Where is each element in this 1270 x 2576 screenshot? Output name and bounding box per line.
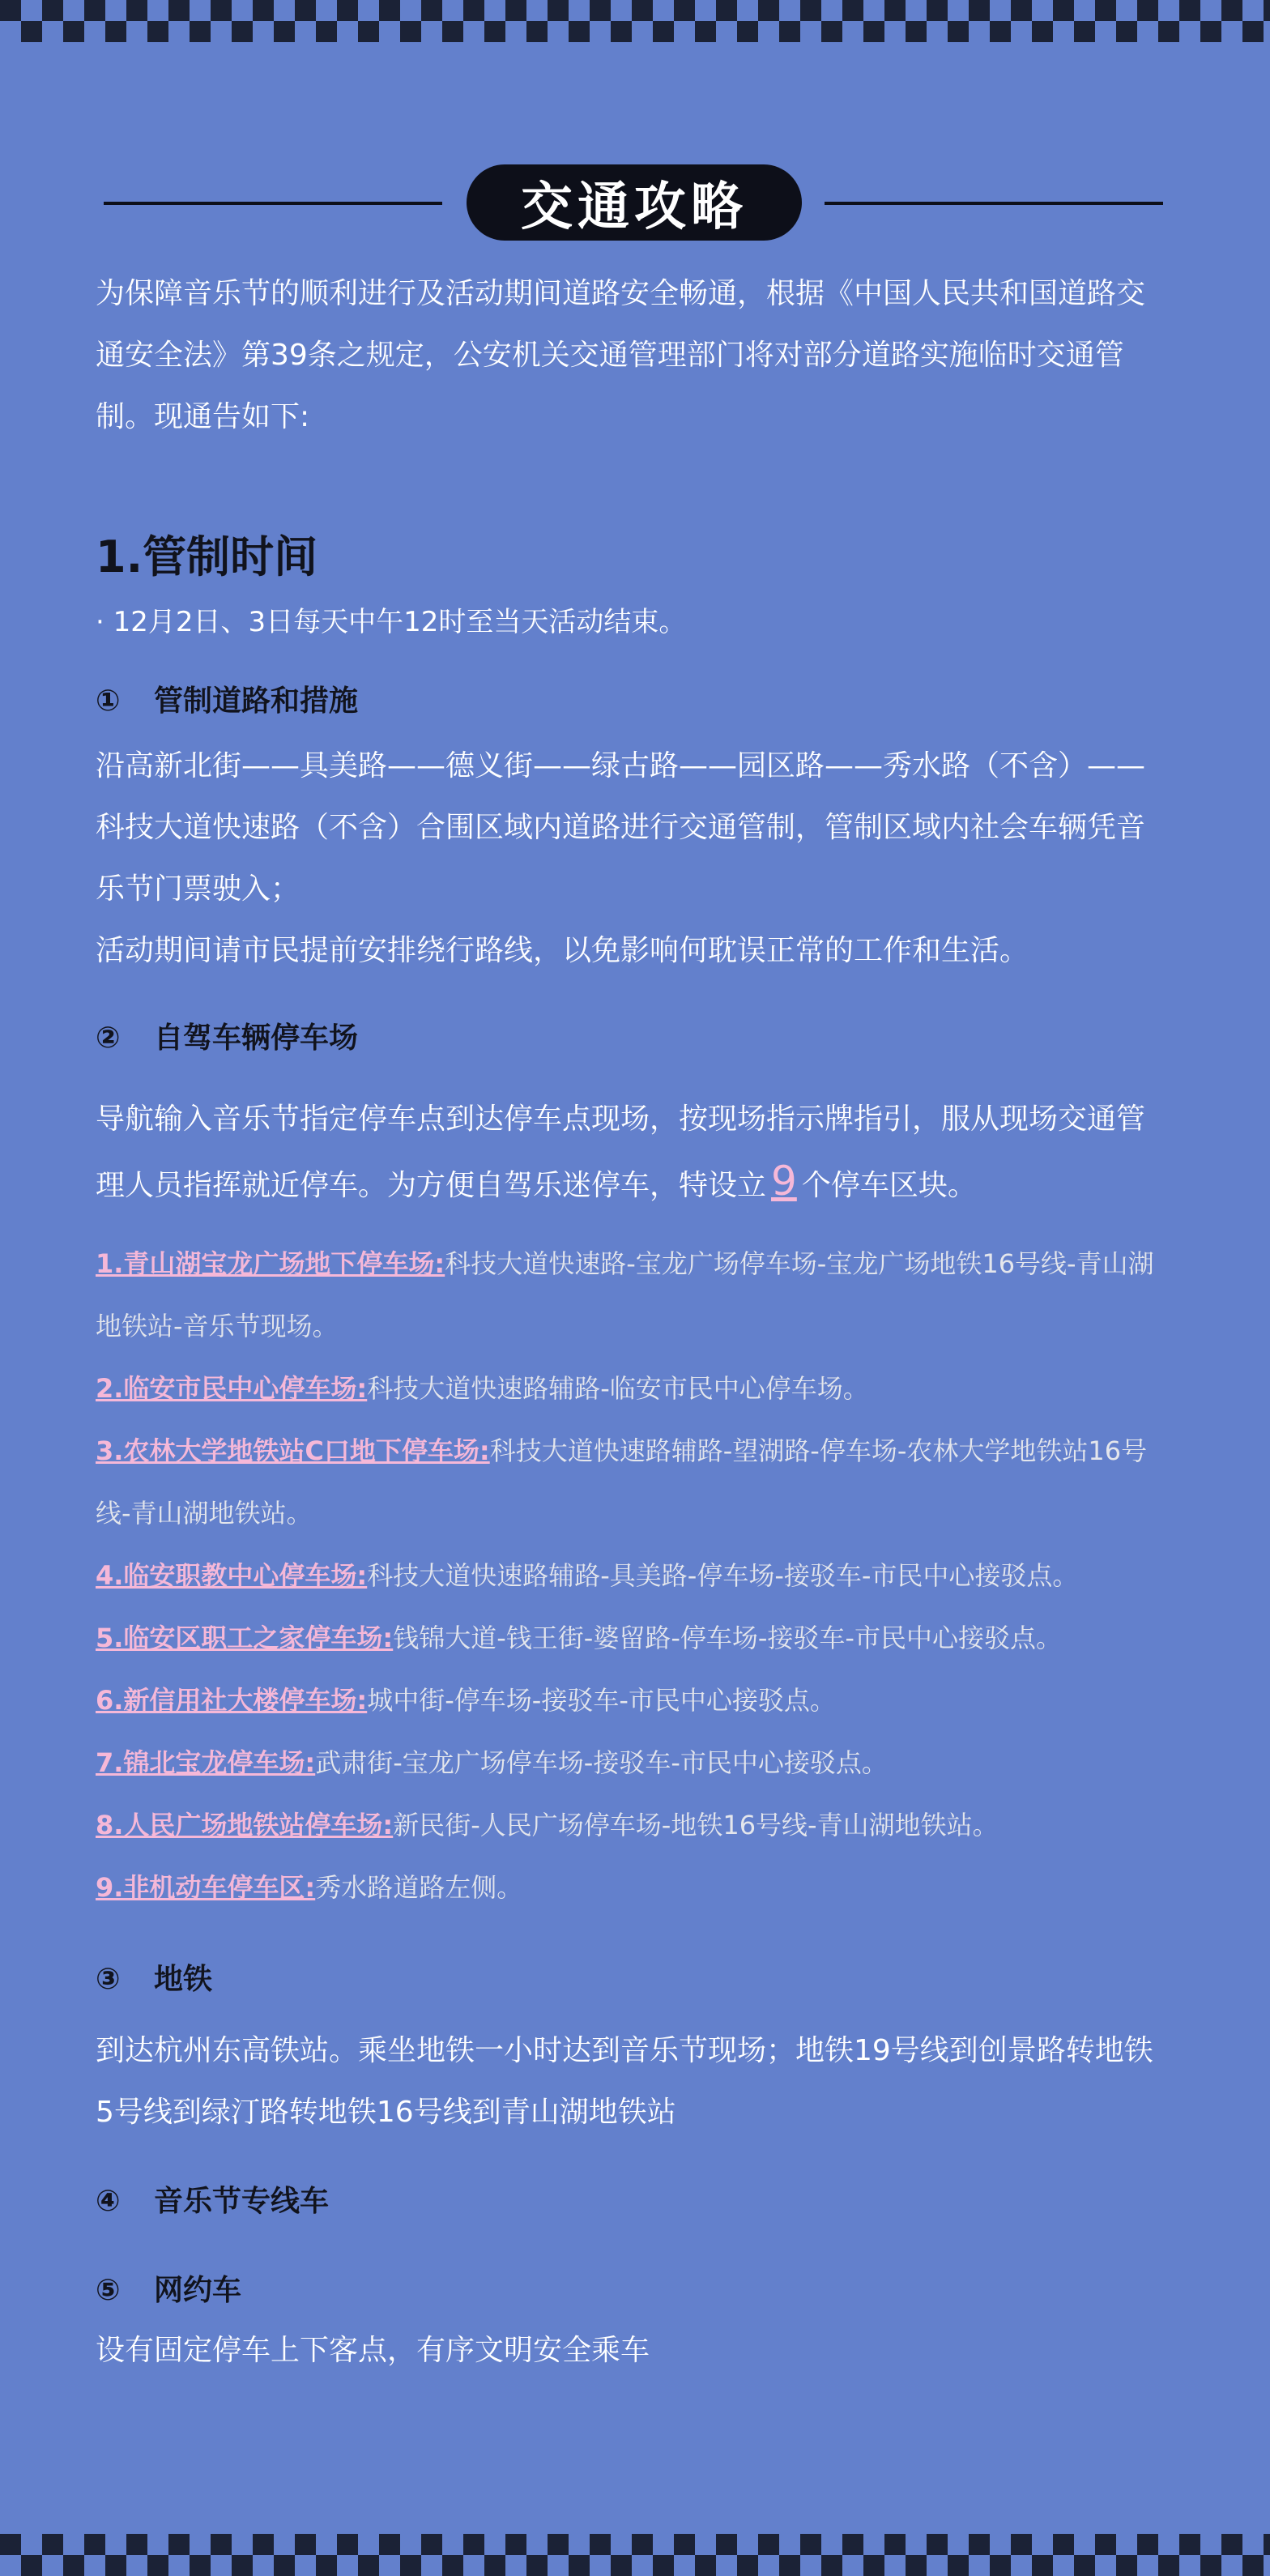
circled-number-4: ④	[96, 2185, 121, 2218]
subsection-title: 音乐节专线车	[154, 2185, 330, 2218]
checker-border-bottom	[0, 2534, 1270, 2576]
parking-intro-paragraph	[96, 1089, 1165, 1217]
parking-count: 9	[771, 1158, 797, 1205]
parking-name-link[interactable]: 5.临安区职工之家停车场:	[96, 1623, 394, 1653]
parking-route: 武肃街-宝龙广场停车场-接驳车-市民中心接驳点。	[315, 1747, 888, 1778]
parking-item	[96, 1358, 1165, 1420]
parking-route: 科技大道快速路辅路-望湖路-停车场-农林大学地铁站16号线-青山湖地铁站。	[96, 1435, 1148, 1529]
parking-route: 钱锦大道-钱王街-婆留路-停车场-接驳车-市民中心接驳点。	[393, 1623, 1062, 1653]
intro-paragraph: 为保障音乐节的顺利进行及活动期间道路安全畅通，根据《中国人民共和国道路交通安全法》第39条之规定，公安机关交通管理部门将对部分道路实施临时交通管制。现通告如下:	[96, 277, 1146, 433]
parking-name-link[interactable]: 1.青山湖宝龙广场地下停车场:	[96, 1248, 445, 1279]
subsection-heading-metro	[96, 1955, 1165, 2004]
parking-route: 科技大道快速路-宝龙广场停车场-宝龙广场地铁16号线-青山湖地铁站-音乐节现场。	[96, 1248, 1154, 1341]
parking-name-link[interactable]: 2.临安市民中心停车场:	[96, 1373, 368, 1404]
parking-item	[96, 1857, 1165, 1919]
title-line-left	[104, 202, 442, 205]
circled-number-3: ③	[96, 1963, 121, 1996]
subsection-title: 网约车	[154, 2274, 242, 2307]
subsection-title: 地铁	[154, 1963, 213, 1996]
subsection-title: 管制道路和措施	[154, 685, 359, 718]
subsection-heading-roads	[96, 677, 1165, 726]
parking-item	[96, 1607, 1165, 1670]
parking-name-link[interactable]: 7.锦北宝龙停车场:	[96, 1747, 316, 1778]
parking-route: 科技大道快速路辅路-具美路-停车场-接驳车-市民中心接驳点。	[367, 1560, 1079, 1591]
circled-number-2: ②	[96, 1021, 121, 1055]
roads-text-2: 活动期间请市民提前安排绕行路线，以免影响何耽误正常的工作和生活。	[96, 934, 1029, 967]
checker-border-top	[0, 0, 1270, 42]
subsection-heading-shuttle	[96, 2177, 1165, 2226]
metro-paragraph: 到达杭州东高铁站。乘坐地铁一小时达到音乐节现场；地铁19号线到创景路转地铁5号线到绿汀路转地铁16号线到青山湖地铁站	[96, 2034, 1153, 2129]
parking-route: 秀水路道路左侧。	[315, 1872, 523, 1903]
control-time-bullet: · 12月2日、3日每天中午12时至当天活动结束。	[96, 606, 687, 638]
circled-number-5: ⑤	[96, 2274, 121, 2307]
page-title: 交通攻略	[467, 164, 802, 241]
title-bar	[0, 162, 1270, 243]
circled-number-1: ①	[96, 685, 121, 718]
roads-paragraph	[96, 736, 1165, 982]
parking-route: 城中街-停车场-接驳车-市民中心接驳点。	[367, 1685, 836, 1716]
ride-hailing-paragraph: 设有固定停车上下客点，有序文明安全乘车	[96, 2334, 650, 2367]
parking-intro-text: 导航输入音乐节指定停车点到达停车点现场，按现场指示牌指引，服从现场交通管理人员指挥就近停车。为方便自驾乐迷停车，特设立	[96, 1102, 1146, 1202]
parking-list	[96, 1233, 1165, 1919]
subsection-heading-parking	[96, 1014, 1165, 1063]
parking-item	[96, 1420, 1165, 1545]
parking-item	[96, 1670, 1165, 1732]
parking-item	[96, 1794, 1165, 1857]
parking-name-link[interactable]: 4.临安职教中心停车场:	[96, 1560, 368, 1591]
parking-intro-text-end: 个停车区块。	[801, 1169, 977, 1202]
parking-route: 科技大道快速路辅路-临安市民中心停车场。	[367, 1373, 869, 1404]
parking-name-link[interactable]: 8.人民广场地铁站停车场:	[96, 1810, 394, 1840]
parking-name-link[interactable]: 9.非机动车停车区:	[96, 1872, 316, 1903]
parking-item	[96, 1233, 1165, 1358]
parking-name-link[interactable]: 3.农林大学地铁站C口地下停车场:	[96, 1435, 490, 1466]
parking-name-link[interactable]: 6.新信用社大楼停车场:	[96, 1685, 368, 1716]
roads-text: 沿高新北街——具美路——德义街——绿古路——园区路——秀水路（不含）——科技大道快速路（不含）合围区域内道路进行交通管制，管制区域内社会车辆凭音乐节门票驶入；	[96, 749, 1146, 906]
parking-route: 新民街-人民广场停车场-地铁16号线-青山湖地铁站。	[393, 1810, 999, 1840]
subsection-heading-ride-hailing	[96, 2267, 1165, 2315]
section-heading-control-time: 1.管制时间	[96, 531, 318, 582]
parking-item	[96, 1732, 1165, 1794]
subsection-title: 自驾车辆停车场	[154, 1021, 359, 1055]
title-line-right	[825, 202, 1163, 205]
parking-item	[96, 1545, 1165, 1607]
